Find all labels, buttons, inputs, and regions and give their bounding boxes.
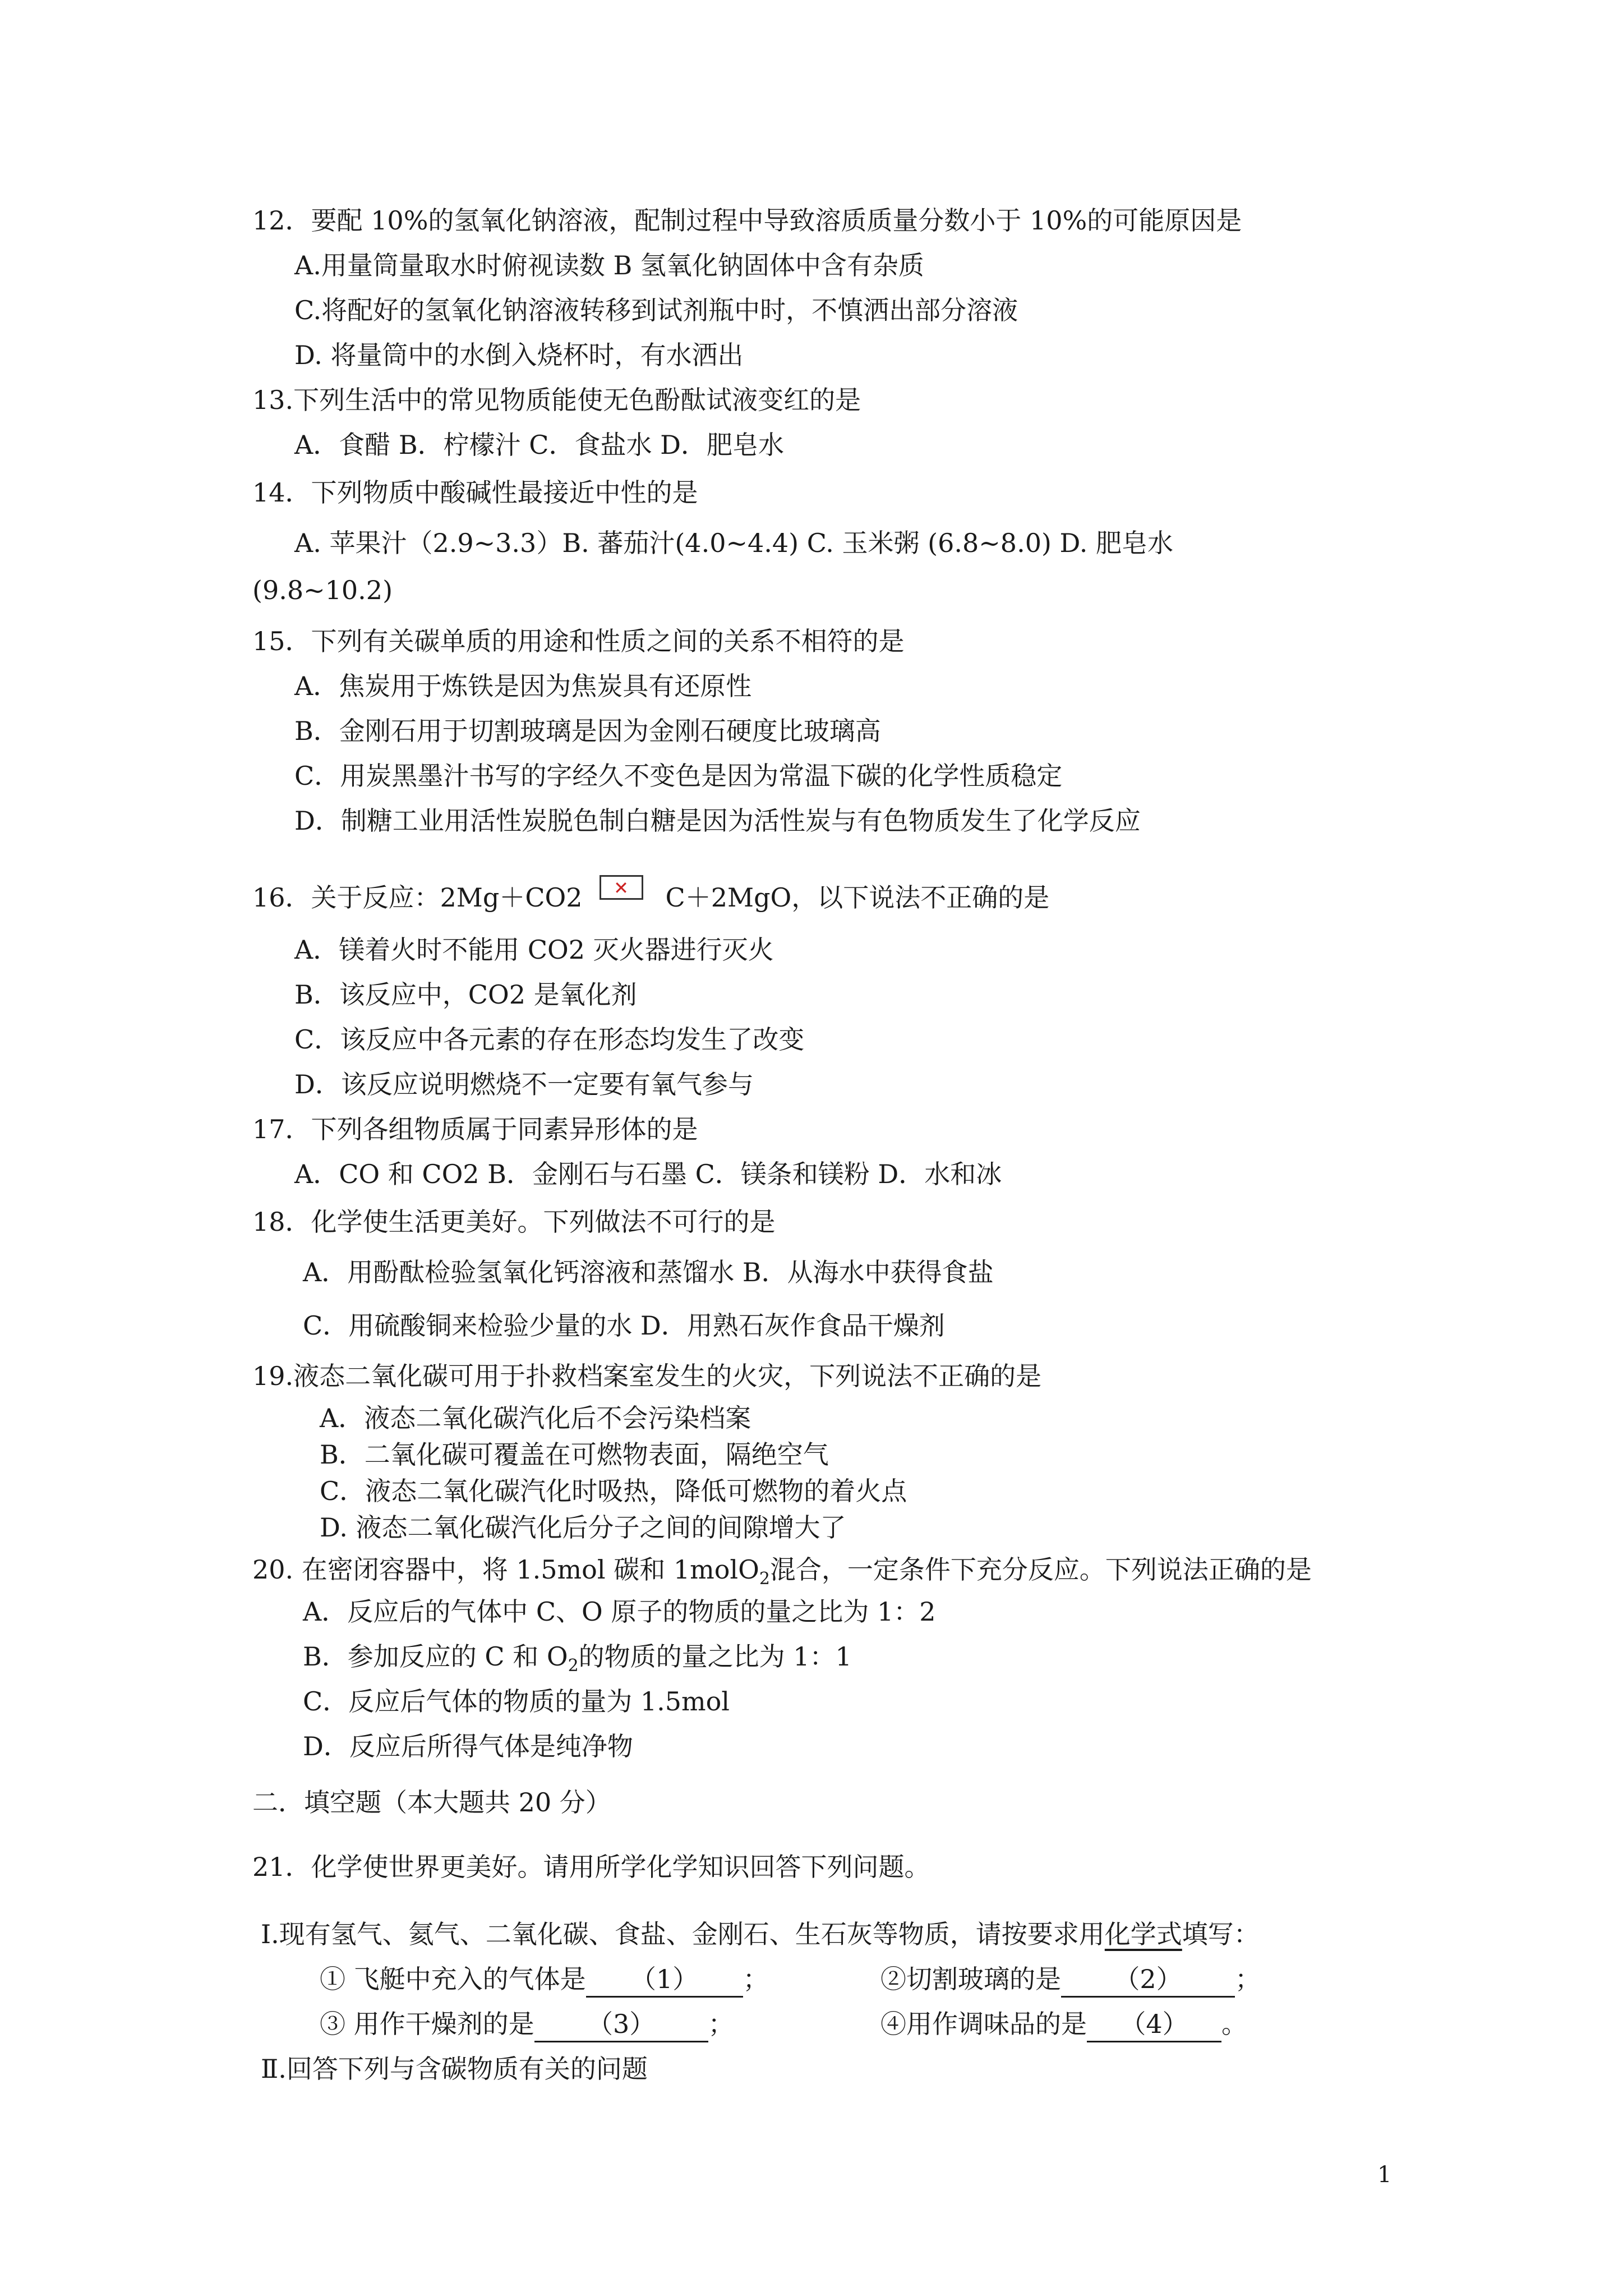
q14-wrap: (9.8~10.2) [252, 575, 393, 605]
q16-stem [252, 875, 1049, 914]
q21-blank-row-2a [320, 2007, 734, 2042]
q21-blank-row-1a [320, 1962, 769, 1998]
q16-stem-pre: 16．关于反应：2Mg＋CO2 [252, 882, 583, 913]
q18-options-cd: C．用硫酸铜来检验少量的水 D．用熟石灰作食品干燥剂 [303, 1310, 945, 1341]
q20-option-b-subscript: 2 [568, 1656, 579, 1676]
q21-part1-pre: Ⅰ.现有氢气、氦气、二氧化碳、食盐、金刚石、生石灰等物质，请按要求用 [261, 1919, 1105, 1949]
q20-option-b [303, 1640, 852, 1676]
q19-option-c: C．液态二氧化碳汽化时吸热，降低可燃物的着火点 [320, 1476, 907, 1506]
q17-stem: 17．下列各组物质属于同素异形体的是 [252, 1114, 698, 1144]
blank-3-punct: ； [708, 2009, 734, 2039]
q21-part1-underlined: 化学式 [1104, 1919, 1182, 1949]
q20-option-c: C．反应后气体的物质的量为 1.5mol [303, 1686, 730, 1717]
blank-4-label: ④用作调味品的是 [880, 2009, 1087, 2039]
answer-blank-4[interactable]: （4） [1087, 2007, 1221, 2042]
q13-options: A．食醋 B．柠檬汁 C．食盐水 D．肥皂水 [294, 430, 784, 460]
q15-stem: 15．下列有关碳单质的用途和性质之间的关系不相符的是 [252, 626, 905, 656]
q14-stem: 14．下列物质中酸碱性最接近中性的是 [252, 477, 698, 508]
q21-stem: 21．化学使世界更美好。请用所学化学知识回答下列问题。 [252, 1852, 930, 1882]
q19-option-d: D. 液态二氧化碳汽化后分子之间的间隙增大了 [320, 1512, 846, 1543]
q16-option-c: C．该反应中各元素的存在形态均发生了改变 [294, 1024, 805, 1055]
q19-option-b: B．二氧化碳可覆盖在可燃物表面，隔绝空气 [320, 1439, 829, 1470]
answer-blank-3[interactable]: （3） [534, 2007, 708, 2042]
answer-blank-1[interactable]: （1） [586, 1962, 743, 1998]
q12-stem: 12．要配 10%的氢氧化钠溶液，配制过程中导致溶质质量分数小于 10%的可能原因是 [252, 205, 1242, 236]
q21-blank-row-1b [880, 1962, 1261, 1998]
q16-stem-post: C＋2MgO，以下说法不正确的是 [665, 882, 1050, 913]
q20-stem-pre: 20. 在密闭容器中，将 1.5mol 碳和 1molO [252, 1554, 759, 1585]
q20-stem-subscript: 2 [759, 1569, 770, 1589]
q14-options: A. 苹果汁（2.9~3.3）B. 蕃茄汁(4.0~4.4) C. 玉米粥 (6.8~8.0) D. 肥皂水 [294, 528, 1174, 558]
q15-option-d: D．制糖工业用活性炭脱色制白糖是因为活性炭与有色物质发生了化学反应 [294, 806, 1141, 836]
q19-option-a: A．液态二氧化碳汽化后不会污染档案 [320, 1403, 751, 1433]
q17-options: A．CO 和 CO2 B．金刚石与石墨 C．镁条和镁粉 D．水和冰 [294, 1159, 1002, 1189]
q20-stem-post: 混合，一定条件下充分反应。下列说法正确的是 [769, 1554, 1312, 1585]
q12-options-ab: A.用量筒量取水时俯视读数 B 氢氧化钠固体中含有杂质 [294, 250, 924, 280]
blank-4-punct: 。 [1221, 2009, 1247, 2039]
reaction-arrow-icon [600, 875, 643, 900]
q12-option-d: D. 将量筒中的水倒入烧杯时，有水洒出 [294, 340, 744, 370]
page-number: 1 [1377, 2162, 1392, 2188]
q20-stem [252, 1553, 1312, 1589]
q16-option-b: B．该反应中，CO2 是氧化剂 [294, 979, 637, 1010]
q19-stem: 19.液态二氧化碳可用于扑救档案室发生的火灾，下列说法不正确的是 [252, 1361, 1042, 1391]
q15-option-c: C．用炭黑墨汁书写的字经久不变色是因为常温下碳的化学性质稳定 [294, 761, 1063, 791]
q20-option-b-post: 的物质的量之比为 1：1 [578, 1641, 852, 1672]
q20-option-d: D．反应后所得气体是纯净物 [303, 1731, 633, 1761]
blank-2-label: ②切割玻璃的是 [880, 1964, 1061, 1994]
section-heading: 二．填空题（本大题共 20 分） [252, 1787, 611, 1818]
blank-2-punct: ； [1235, 1964, 1261, 1994]
q18-stem: 18．化学使生活更美好。下列做法不可行的是 [252, 1207, 776, 1237]
q16-option-d: D．该反应说明燃烧不一定要有氧气参与 [294, 1069, 754, 1099]
blank-1-punct: ； [743, 1964, 769, 1994]
blank-3-label: ③ 用作干燥剂的是 [320, 2009, 534, 2039]
q15-option-a: A．焦炭用于炼铁是因为焦炭具有还原性 [294, 671, 752, 701]
q20-option-a: A．反应后的气体中 C、O 原子的物质的量之比为 1：2 [303, 1596, 936, 1627]
q20-option-b-pre: B．参加反应的 C 和 O [303, 1641, 568, 1672]
q21-part1 [261, 1917, 1260, 1951]
q21-part1-post: 填写： [1182, 1919, 1260, 1949]
blank-1-label: ① 飞艇中充入的气体是 [320, 1964, 586, 1994]
q21-part2: Ⅱ.回答下列与含碳物质有关的问题 [261, 2054, 648, 2084]
q21-blank-row-2b [880, 2007, 1247, 2042]
q16-option-a: A．镁着火时不能用 CO2 灭火器进行灭火 [294, 935, 774, 965]
q12-option-c: C.将配好的氢氧化钠溶液转移到试剂瓶中时，不慎洒出部分溶液 [294, 295, 1018, 325]
q15-option-b: B．金刚石用于切割玻璃是因为金刚石硬度比玻璃高 [294, 716, 881, 746]
answer-blank-2[interactable]: （2） [1061, 1962, 1235, 1998]
q18-options-ab: A．用酚酞检验氢氧化钙溶液和蒸馏水 B．从海水中获得食盐 [303, 1257, 994, 1287]
q13-stem: 13.下列生活中的常见物质能使无色酚酞试液变红的是 [252, 385, 861, 415]
